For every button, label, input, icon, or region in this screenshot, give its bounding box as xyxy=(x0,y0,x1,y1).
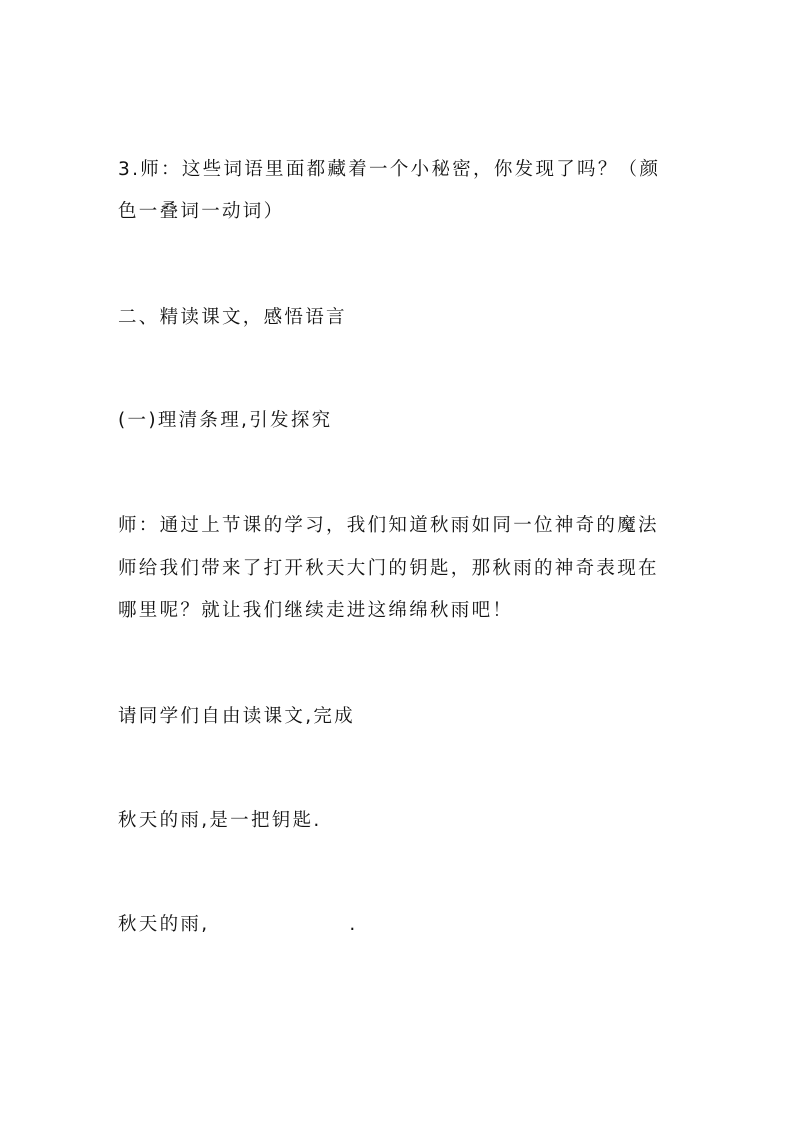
instruction-paragraph: 请同学们自由读课文,完成 xyxy=(118,706,355,727)
fill-in-sentence-end: . xyxy=(349,914,358,935)
fill-in-sentence xyxy=(118,912,688,938)
teacher-paragraph-line-1: 师：通过上节课的学习，我们知道秋雨如同一位神奇的魔法 xyxy=(118,515,659,536)
subsection-heading: (一)理清条理,引发探究 xyxy=(118,410,333,431)
fill-in-sentence-start: 秋天的雨, xyxy=(118,914,210,935)
section-heading: 二、精读课文，感悟语言 xyxy=(118,307,347,328)
teacher-paragraph-line-2: 师给我们带来了打开秋天大门的钥匙，那秋雨的神奇表现在 xyxy=(118,558,659,579)
paragraph-question-line-1: 3.师：这些词语里面都藏着一个小秘密，你发现了吗？（颜 xyxy=(118,159,661,180)
paragraph-question-line-2: 色一叠词一动词） xyxy=(118,201,285,222)
teacher-paragraph-line-3: 哪里呢？就让我们继续走进这绵绵秋雨吧！ xyxy=(118,600,514,621)
example-sentence: 秋天的雨,是一把钥匙. xyxy=(118,810,322,831)
